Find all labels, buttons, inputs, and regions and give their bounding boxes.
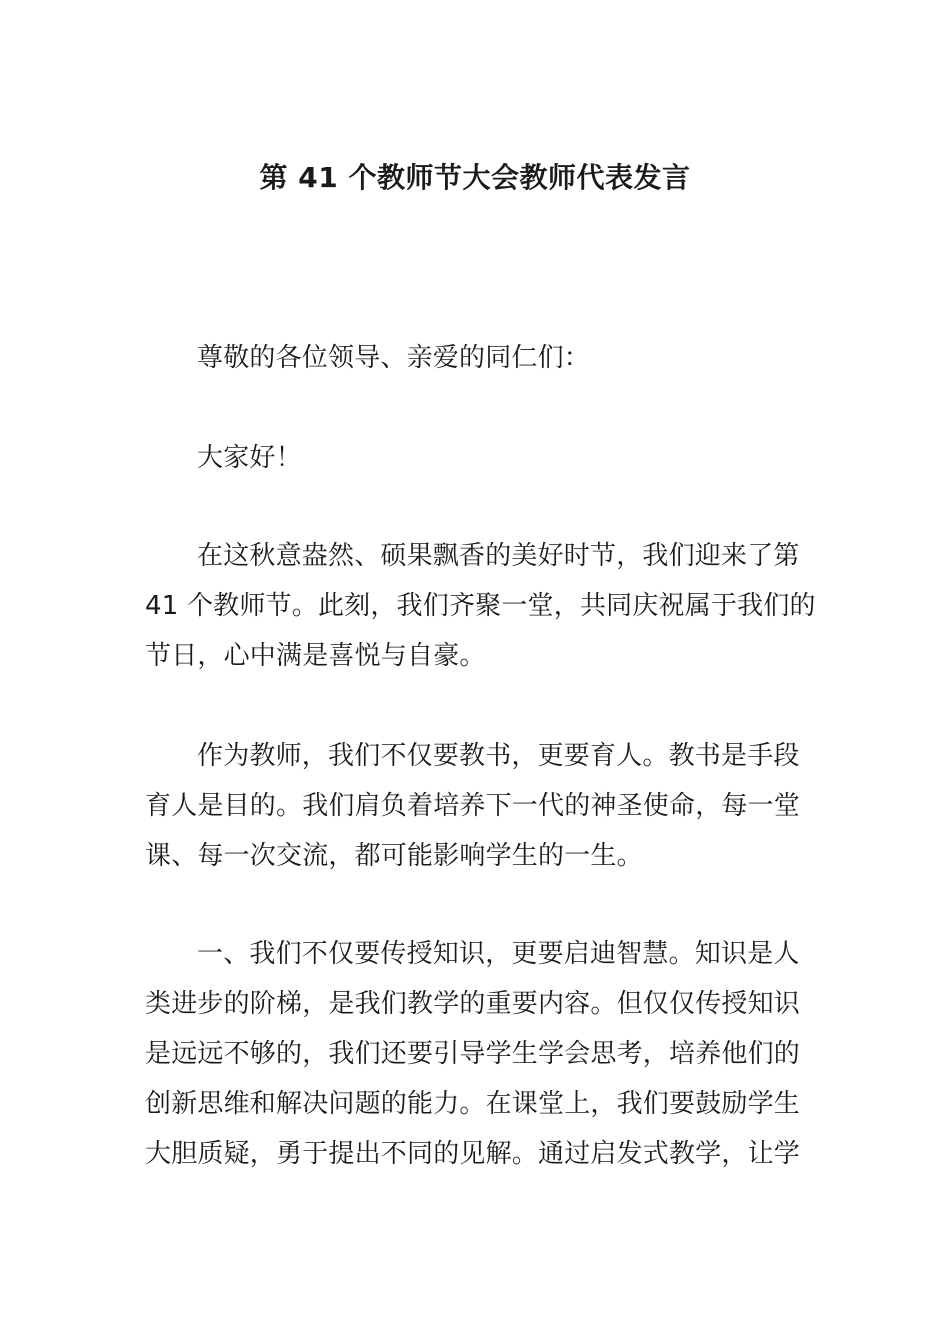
paragraph-line: 41 个教师节。此刻，我们齐聚一堂，共同庆祝属于我们的	[145, 591, 816, 621]
greeting-block	[145, 433, 810, 483]
document-title: 第 41 个教师节大会教师代表发言	[259, 161, 691, 194]
paragraph-line: 育人是目的。我们肩负着培养下一代的神圣使命，每一堂	[145, 791, 801, 821]
paragraph-line: 作为教师，我们不仅要教书，更要育人。教书是手段	[197, 741, 800, 771]
paragraph-line: 创新思维和解决问题的能力。在课堂上，我们要鼓励学生	[145, 1089, 801, 1119]
greeting-line: 大家好！	[197, 443, 302, 473]
salutation-block	[145, 333, 810, 383]
paragraph-line: 大胆质疑，勇于提出不同的见解。通过启发式教学，让学	[145, 1139, 801, 1169]
paragraph-line: 一、我们不仅要传授知识，更要启迪智慧。知识是人	[197, 939, 800, 969]
paragraph-line: 在这秋意盎然、硕果飘香的美好时节，我们迎来了第	[197, 541, 800, 571]
paragraph-line: 课、每一次交流，都可能影响学生的一生。	[145, 841, 643, 871]
paragraph-line: 是远远不够的，我们还要引导学生学会思考，培养他们的	[145, 1039, 801, 1069]
paragraph-line: 类进步的阶梯，是我们教学的重要内容。但仅仅传授知识	[145, 989, 801, 1019]
paragraph-2	[145, 731, 810, 881]
salutation-line: 尊敬的各位领导、亲爱的同仁们：	[197, 343, 591, 373]
paragraph-line: 节日，心中满是喜悦与自豪。	[145, 641, 486, 671]
paragraph-3	[145, 929, 810, 1179]
paragraph-1	[145, 531, 816, 681]
